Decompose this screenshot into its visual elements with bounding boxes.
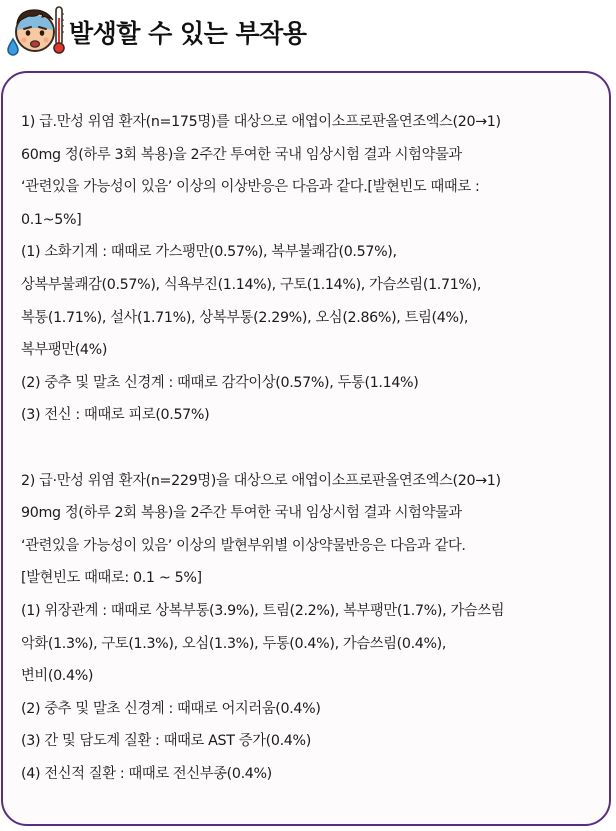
text-line: (2) 중추 및 말초 신경계 : 때때로 어지러움(0.4%) [21, 700, 321, 717]
text-line: 변비(0.4%) [21, 668, 94, 685]
text-line: (1) 소화기계 : 때때로 가스팽만(0.57%), 복부불쾌감(0.57%), [21, 244, 397, 261]
text-line: (4) 전신적 질환 : 때때로 전신부종(0.4%) [21, 765, 272, 782]
text-line: 0.1~5%] [21, 211, 82, 228]
text-line: (2) 중추 및 말초 신경계 : 때때로 감각이상(0.57%), 두통(1.14%) [21, 374, 419, 391]
section-1 [21, 106, 606, 432]
text-line: 상복부불쾌감(0.57%), 식욕부진(1.14%), 구토(1.14%), 가슴쓰림(1.71%), [21, 276, 482, 293]
text-line: ‘관련있을 가능성이 있음’ 이상의 이상반응은 다음과 같다.[발현빈도 때때로 : [21, 179, 480, 196]
text-line: 60mg 정(하루 3회 복용)을 2주간 투여한 국내 임상시험 결과 시험약물과 [21, 146, 462, 163]
text-line: 복부팽만(4%) [21, 342, 108, 359]
text-line: 악화(1.3%), 구토(1.3%), 오심(1.3%), 두통(0.4%), 가슴쓰림(0.4%), [21, 635, 447, 652]
text-line: [발현빈도 때때로: 0.1 ~ 5%] [21, 570, 202, 587]
side-effects-box [1, 71, 611, 826]
text-line: (1) 위장관계 : 때때로 상복부통(3.9%), 트림(2.2%), 복부팽만(1.7%), 가슴쓰림 [21, 602, 505, 619]
page-header [0, 0, 616, 70]
section-2 [21, 465, 606, 791]
text-line: 2) 급·만성 위염 환자(n=229명)을 대상으로 애엽이소프로판올연조엑스(20→1) [21, 472, 501, 489]
side-effects-text [21, 106, 606, 790]
page-title: 발생할 수 있는 부작용 [69, 19, 307, 48]
text-line: 90mg 정(하루 2회 복용)을 2주간 투여한 국내 임상시험 결과 시험약물과 [21, 505, 462, 522]
sick-person-thermometer-icon [4, 2, 66, 64]
text-line: 복통(1.71%), 설사(1.71%), 상복부통(2.29%), 오심(2.86%), 트림(4%), [21, 309, 469, 326]
text-line: (3) 간 및 담도계 질환 : 때때로 AST 증가(0.4%) [21, 733, 311, 750]
text-line: 1) 급.만성 위염 환자(n=175명)를 대상으로 애엽이소프로판올연조엑스(20→1) [21, 114, 501, 130]
text-line: ‘관련있을 가능성이 있음’ 이상의 발현부위별 이상약물반응은 다음과 같다. [21, 537, 466, 554]
section-spacer [21, 432, 596, 465]
text-line: (3) 전신 : 때때로 피로(0.57%) [21, 407, 210, 424]
